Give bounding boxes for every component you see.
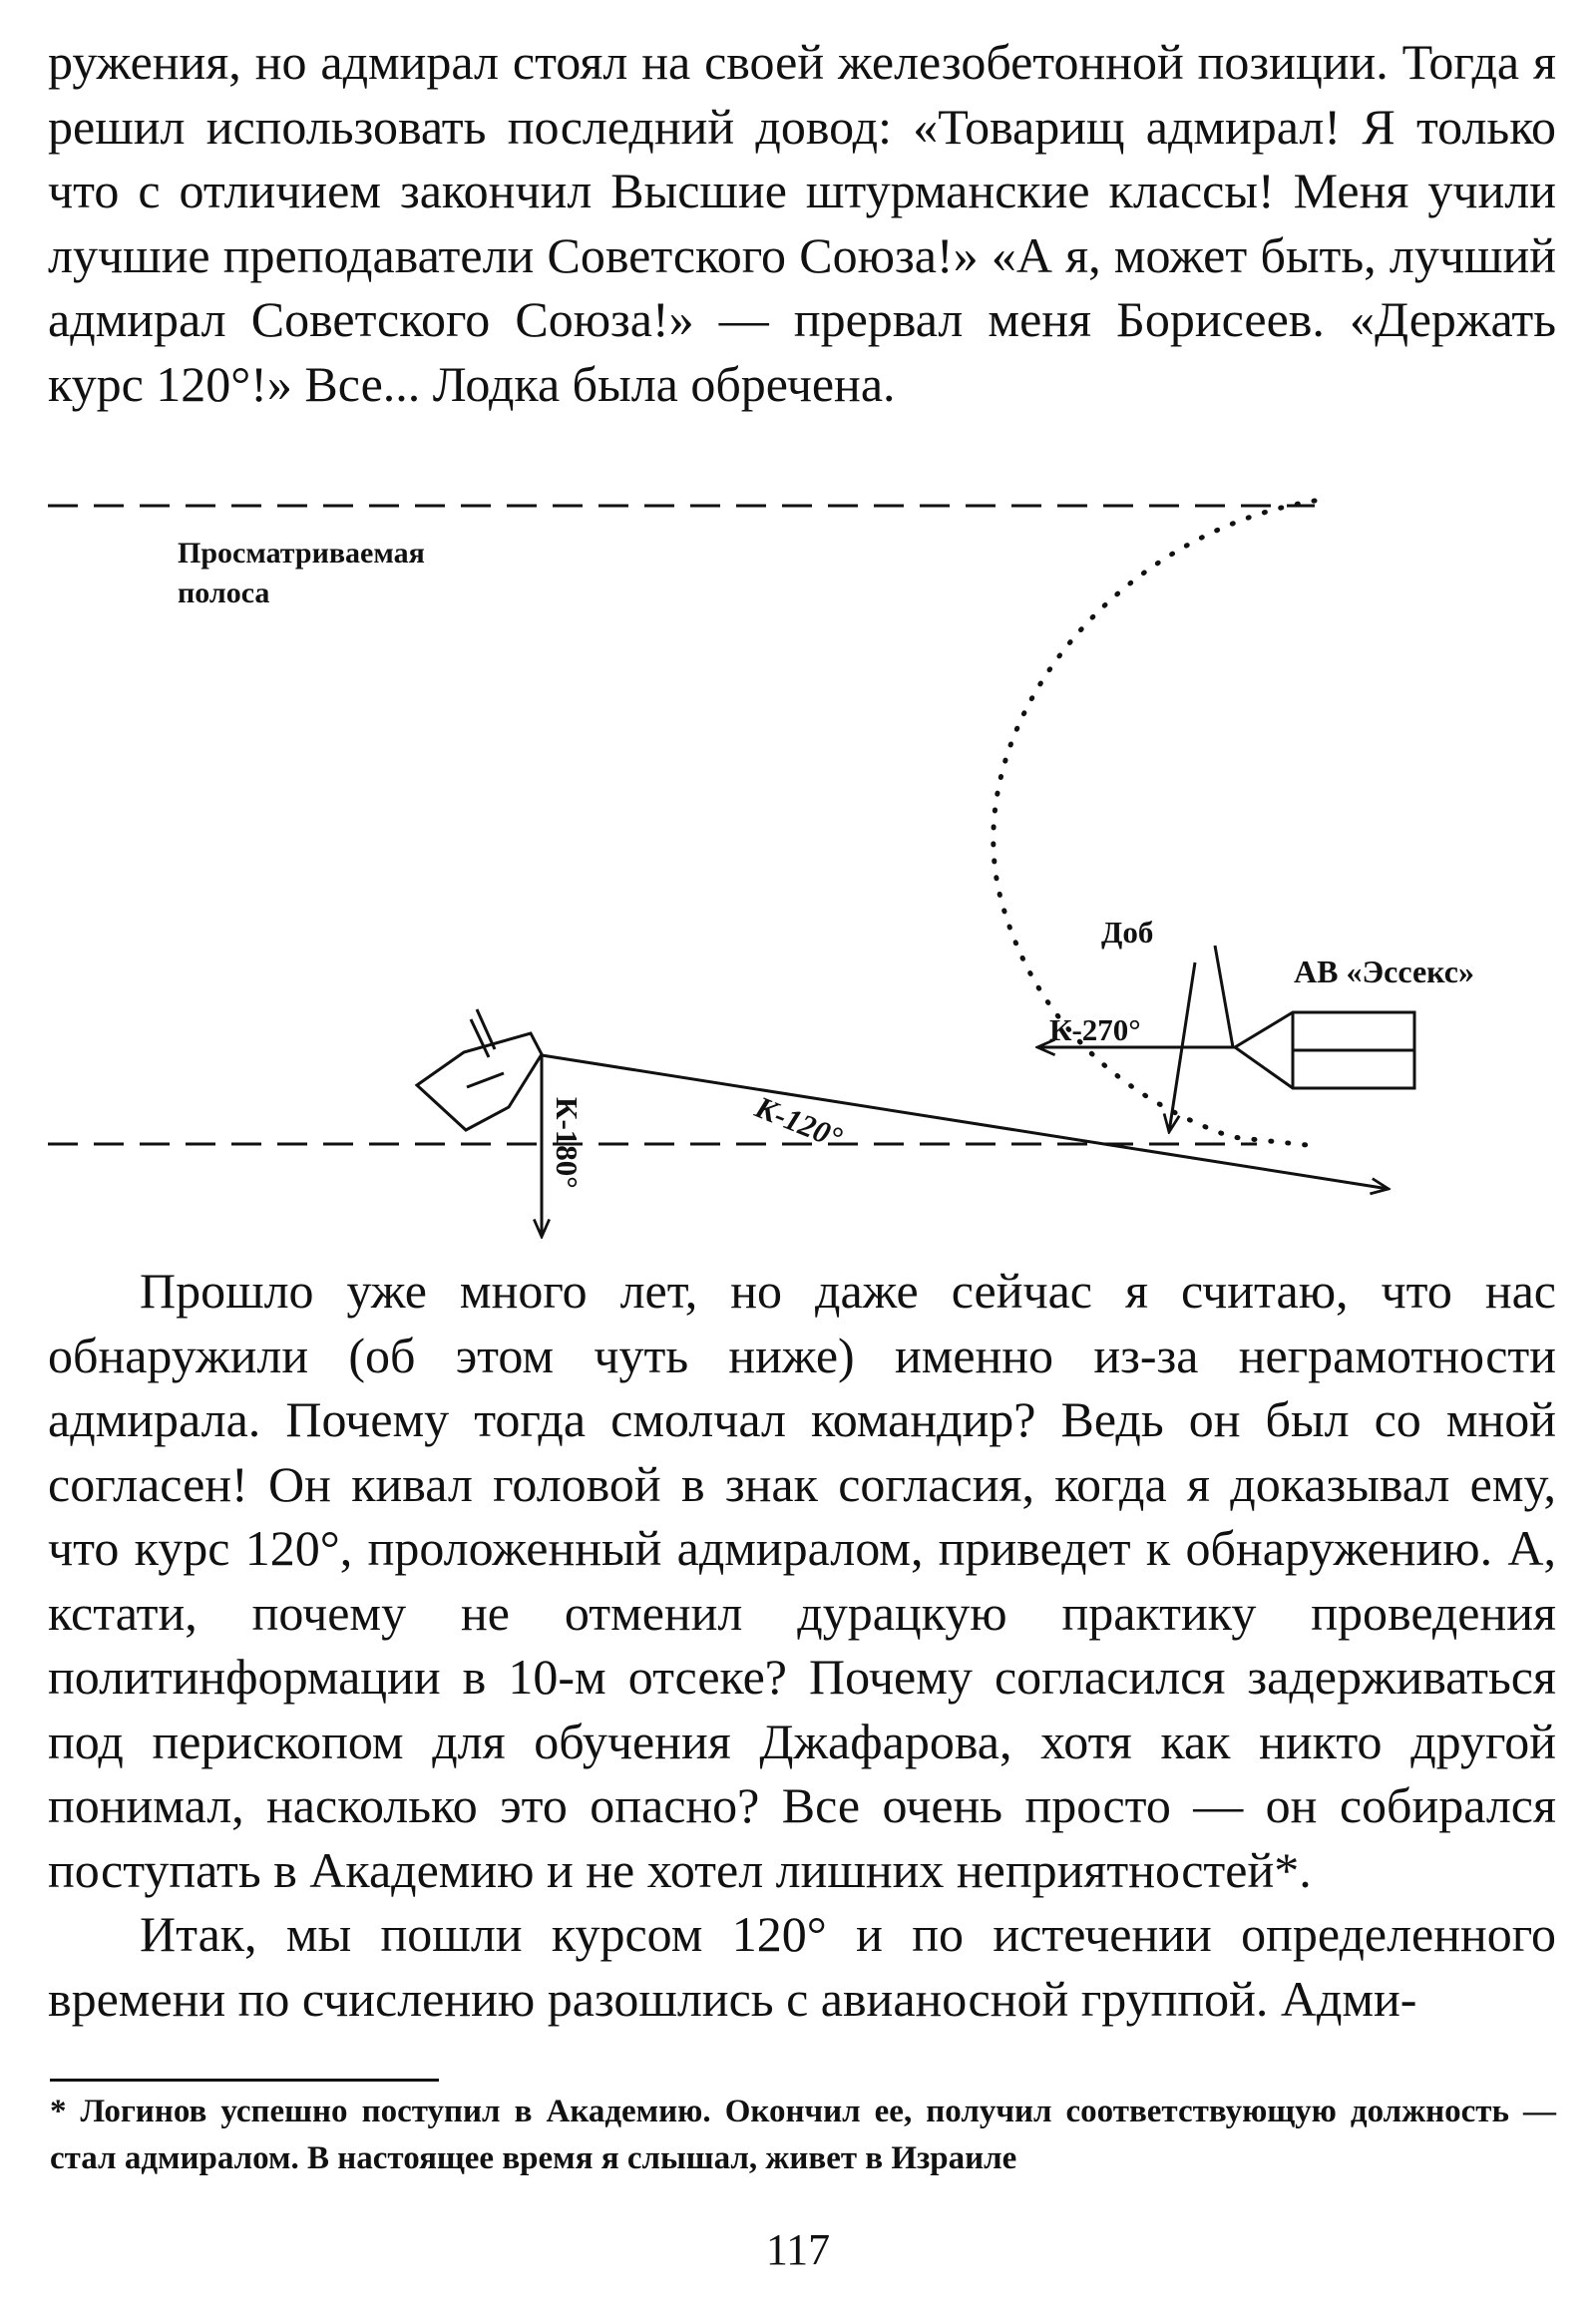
course-180-label: К-180° [550, 1097, 585, 1189]
band-label-line2: полоса [178, 576, 270, 609]
course-270-label: К-270° [1049, 1012, 1141, 1047]
submarine-symbol [414, 1009, 544, 1130]
dob-leader-upper [1215, 946, 1233, 1047]
course-120-label: К-120° [750, 1089, 848, 1156]
footnote: * Логинов успешно поступил в Академию. Окончил ее, получил соответствующую должность — стал адмиралом. В настоящее время я слышал, живет в Израиле [50, 2094, 1556, 2176]
course-120-line [542, 1055, 1389, 1189]
paragraph-top: ружения, но адмирал стоял на своей железобетонной позиции. Тогда я решил использовать последний довод: «Товарищ адмирал! Я только что с отличием закончил Высшие штурманские классы! Меня учили лучшие преподаватели Советского Союза!» «А я, может быть, лучший адмирал Советского Союза!» — прервал меня Борисеев. «Держать курс 120°!» Все... Лодка была обречена. [48, 34, 1556, 412]
band-label-line1: Просматриваемая [178, 537, 425, 570]
diagram-svg [0, 479, 1596, 1247]
course-diagram [0, 479, 1596, 1247]
footnote-divider [50, 2079, 439, 2082]
carrier-label: АВ «Эссекс» [1294, 954, 1474, 989]
carrier-symbol [1235, 1012, 1414, 1088]
dob-label: Доб [1101, 915, 1154, 950]
page-number: 117 [765, 2225, 831, 2274]
bottom-text-block [48, 1259, 1556, 2031]
top-text-block [48, 30, 1556, 416]
paragraph-continue: Итак, мы пошли курсом 120° и по истечении определенного времени по счислению разошлись с авианосной группой. Адми- [48, 1906, 1556, 2027]
paragraph-main: Прошло уже много лет, но даже сейчас я считаю, что нас обнаружили (об этом чуть ниже) именно из-за неграмотности адмирала. Почему тогда смолчал командир? Ведь он был со мной согласен! Он кивал головой в знак согласия, когда я доказывал ему, что курс 120°, проложенный адмиралом, приведет к обнаружению. А, кстати, почему не отменил дурацкую практику проведения политинформации в 10-м отсеке? Почему согласился задерживаться под перископом для обучения Джафарова, хотя как никто другой понимал, насколько это опасно? Все очень просто — он собирался поступать в Академию и не хотел лишних неприятностей*. [48, 1263, 1556, 1898]
